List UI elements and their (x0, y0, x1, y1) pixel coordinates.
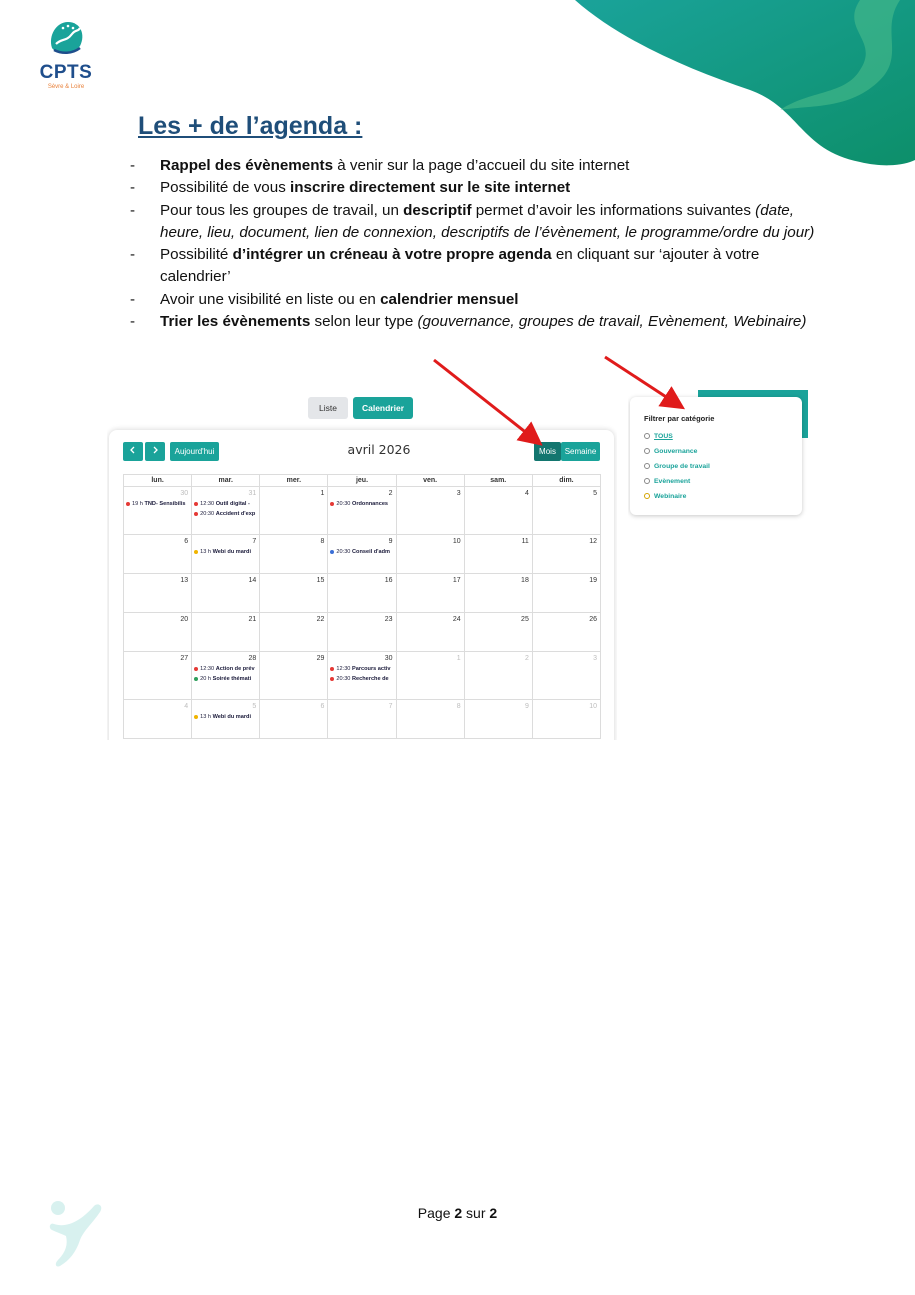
day-number: 8 (456, 703, 461, 710)
calendar-day-cell[interactable] (464, 652, 532, 700)
filter-item-groupe-de-travail[interactable]: Groupe de travail (644, 463, 710, 470)
event-dot-icon (194, 677, 198, 681)
day-number: 16 (384, 577, 393, 584)
calendar-day-cell[interactable] (328, 700, 396, 739)
calendar-day-cell[interactable] (124, 574, 192, 613)
day-number: 9 (524, 703, 529, 710)
calendar-day-cell[interactable] (396, 700, 464, 739)
event-time: 20:30 (336, 501, 351, 507)
calendar-day-cell[interactable] (260, 535, 328, 574)
calendar-event[interactable] (194, 509, 256, 519)
calendar-screenshot (107, 392, 617, 740)
calendar-day-cell[interactable] (532, 574, 600, 613)
event-time: 20 h (200, 676, 212, 682)
day-number: 3 (456, 490, 461, 497)
event-title: Soirée thémati (212, 676, 252, 682)
calendar-event[interactable] (330, 547, 392, 557)
calendar-day-cell[interactable] (124, 535, 192, 574)
filter-item-tous[interactable]: TOUS (644, 433, 673, 440)
event-time: 12:30 (336, 666, 351, 672)
decorative-wave-corner (560, 0, 915, 170)
calendar-week-row (124, 487, 601, 535)
day-number: 18 (521, 577, 529, 584)
calendar-day-cell[interactable] (396, 574, 464, 613)
calendar-day-cell[interactable] (396, 652, 464, 700)
calendar-event[interactable] (126, 499, 188, 509)
logo-name: CPTS (39, 62, 93, 83)
day-number: 24 (452, 616, 461, 623)
calendar-day-cell[interactable] (124, 487, 192, 535)
calendar-event[interactable] (330, 664, 392, 674)
calendar-day-cell[interactable] (328, 613, 396, 652)
weekday-header: jeu. (328, 475, 396, 487)
calendar-event[interactable] (194, 712, 256, 722)
day-number: 21 (248, 616, 257, 623)
week-mode-button[interactable]: Semaine (561, 442, 600, 461)
filter-title: Filtrer par catégorie (644, 414, 715, 423)
weekday-header: mer. (260, 475, 328, 487)
calendar-day-cell[interactable] (328, 574, 396, 613)
chevron-right-icon (151, 446, 159, 454)
day-number: 9 (388, 538, 393, 545)
day-number: 5 (252, 703, 257, 710)
day-number: 27 (180, 655, 189, 662)
event-dot-icon (194, 502, 198, 506)
event-time: 19 h (132, 501, 143, 507)
calendar-view-button[interactable]: Calendrier (353, 397, 413, 419)
event-title: Conseil d'adm (351, 549, 390, 555)
event-dot-icon (330, 667, 334, 671)
day-number: 13 (180, 577, 189, 584)
calendar-day-cell[interactable] (328, 652, 396, 700)
calendar-week-row (124, 613, 601, 652)
calendar-day-cell[interactable] (260, 487, 328, 535)
calendar-day-cell[interactable] (396, 487, 464, 535)
weekday-header: ven. (396, 475, 464, 487)
day-number: 4 (184, 703, 189, 710)
day-number: 5 (593, 490, 597, 497)
calendar-day-cell[interactable] (260, 613, 328, 652)
event-title: Recherche de (351, 676, 389, 682)
day-number: 22 (316, 616, 325, 623)
day-number: 12 (589, 538, 597, 545)
day-number: 3 (593, 655, 597, 662)
radio-icon (644, 478, 650, 484)
event-title: Webi du mardi (212, 549, 252, 555)
day-number: 25 (521, 616, 529, 623)
calendar-day-cell[interactable] (532, 613, 600, 652)
weekday-header: dim. (532, 475, 600, 487)
event-time: 20:30 (200, 511, 215, 517)
calendar-day-cell[interactable] (192, 574, 260, 613)
prev-month-button[interactable] (123, 442, 143, 461)
calendar-day-cell[interactable] (532, 700, 600, 739)
day-number: 30 (384, 655, 393, 662)
list-view-button[interactable]: Liste (308, 397, 348, 419)
event-time: 12:30 (200, 501, 215, 507)
calendar-day-cell[interactable] (532, 652, 600, 700)
calendar-week-row (124, 652, 601, 700)
calendar-day-cell[interactable] (124, 613, 192, 652)
day-number: 4 (524, 490, 529, 497)
calendar-day-cell[interactable] (532, 487, 600, 535)
today-button[interactable]: Aujourd'hui (170, 442, 219, 461)
day-number: 29 (316, 655, 325, 662)
list-item: - Avoir une visibilité en liste ou en calendrier mensuel (130, 290, 519, 308)
day-number: 17 (452, 577, 461, 584)
event-title: TND- Sensibilis (144, 501, 186, 507)
weekday-header: mar. (192, 475, 260, 487)
cpts-logo (36, 18, 96, 90)
list-item: - Trier les évènements selon leur type (gouvernance, groupes de travail, Evènement, Webinaire) (130, 313, 807, 331)
day-number: 10 (589, 703, 597, 710)
event-title: Action de prév (215, 666, 255, 672)
runner-watermark-icon (46, 1198, 108, 1270)
event-dot-icon (330, 502, 334, 506)
calendar-day-cell[interactable] (464, 574, 532, 613)
calendar-week-row (124, 700, 601, 739)
day-number: 1 (456, 655, 461, 662)
calendar-event[interactable] (330, 674, 392, 684)
event-dot-icon (330, 677, 334, 681)
day-number: 19 (589, 577, 597, 584)
day-number: 14 (248, 577, 257, 584)
day-number: 15 (316, 577, 325, 584)
calendar-event[interactable] (194, 674, 256, 684)
calendar-event[interactable] (194, 547, 256, 557)
event-title: Outil digital - (215, 501, 250, 507)
day-number: 2 (524, 655, 529, 662)
event-title: Webi du mardi (212, 714, 252, 720)
calendar-event[interactable] (194, 499, 256, 509)
event-dot-icon (194, 512, 198, 516)
weekday-header: sam. (464, 475, 532, 487)
filter-item-evenement[interactable]: Evènement (644, 478, 690, 485)
event-time: 12:30 (200, 666, 215, 672)
day-number: 7 (252, 538, 257, 545)
logo-mark-icon (46, 18, 86, 58)
day-number: 8 (320, 538, 325, 545)
calendar-day-cell[interactable] (192, 700, 260, 739)
calendar-day-cell[interactable] (260, 574, 328, 613)
calendar-day-cell[interactable] (124, 700, 192, 739)
features-list (130, 155, 820, 333)
month-mode-button[interactable]: Mois (534, 442, 561, 461)
calendar-day-cell[interactable] (192, 652, 260, 700)
day-number: 1 (320, 490, 325, 497)
weekday-header-row (124, 475, 601, 487)
chevron-left-icon (129, 446, 137, 454)
event-title: Ordonnances (351, 501, 389, 507)
radio-icon (644, 433, 650, 439)
event-dot-icon (194, 550, 198, 554)
next-month-button[interactable] (145, 442, 165, 461)
calendar-card (109, 430, 614, 740)
calendar-day-cell[interactable] (192, 613, 260, 652)
event-title: Accident d'exp (215, 511, 256, 517)
calendar-day-cell[interactable] (396, 613, 464, 652)
calendar-event[interactable] (330, 499, 392, 509)
day-number: 11 (521, 538, 529, 545)
day-number: 23 (384, 616, 393, 623)
calendar-day-cell[interactable] (464, 613, 532, 652)
calendar-month-title: avril 2026 (347, 442, 411, 457)
event-time: 20:30 (336, 676, 351, 682)
calendar-day-cell[interactable] (260, 700, 328, 739)
logo-subtitle: Sèvre & Loire (47, 84, 85, 90)
radio-icon (644, 448, 650, 454)
weekday-header: lun. (124, 475, 192, 487)
event-dot-icon (194, 667, 198, 671)
calendar-day-cell[interactable] (396, 535, 464, 574)
calendar-day-cell[interactable] (260, 652, 328, 700)
calendar-day-cell[interactable] (328, 487, 396, 535)
day-number: 31 (248, 490, 257, 497)
filter-item-webinaire[interactable]: Webinaire (644, 493, 686, 500)
calendar-day-cell[interactable] (464, 487, 532, 535)
page-footer: Page 2 sur 2 (417, 1205, 498, 1221)
calendar-week-row (124, 535, 601, 574)
event-dot-icon (126, 502, 130, 506)
day-number: 10 (452, 538, 461, 545)
day-number: 6 (320, 703, 325, 710)
page-heading: Les + de l’agenda : (138, 112, 363, 140)
calendar-day-cell[interactable] (192, 535, 260, 574)
category-filter-screenshot (628, 390, 808, 522)
calendar-grid (123, 474, 601, 739)
list-item: - Possibilité d’intégrer un créneau à votre propre agenda en cliquant sur ‘ajouter à votre calendrier’ (130, 246, 760, 286)
day-number: 6 (184, 538, 189, 545)
event-dot-icon (194, 715, 198, 719)
day-number: 2 (388, 490, 393, 497)
list-item: - Rappel des évènements à venir sur la page d’accueil du site internet (130, 157, 630, 174)
radio-icon (644, 493, 650, 499)
day-number: 26 (589, 616, 597, 623)
radio-icon (644, 463, 650, 469)
category-filter-panel (630, 397, 802, 515)
day-number: 30 (180, 490, 189, 497)
event-dot-icon (330, 550, 334, 554)
calendar-week-row (124, 574, 601, 613)
calendar-day-cell[interactable] (532, 535, 600, 574)
day-number: 7 (388, 703, 393, 710)
filter-item-gouvernance[interactable]: Gouvernance (644, 448, 697, 455)
calendar-day-cell[interactable] (328, 535, 396, 574)
day-number: 28 (248, 655, 257, 662)
calendar-event[interactable] (194, 664, 256, 674)
event-time: 13 h (200, 714, 212, 720)
event-title: Parcours activ (351, 666, 391, 672)
calendar-day-cell[interactable] (464, 535, 532, 574)
calendar-day-cell[interactable] (464, 700, 532, 739)
event-time: 20:30 (336, 549, 351, 555)
event-time: 13 h (200, 549, 212, 555)
list-item: - Pour tous les groupes de travail, un descriptif permet d’avoir les informations suivantes (date, heure, lieu, document, lien de connexion, descriptifs de l’évènement, le programme/ordre du jour) (130, 201, 815, 241)
day-number: 20 (180, 616, 189, 623)
calendar-day-cell[interactable] (124, 652, 192, 700)
calendar-day-cell[interactable] (192, 487, 260, 535)
list-item: - Possibilité de vous inscrire directement sur le site internet (130, 179, 571, 197)
